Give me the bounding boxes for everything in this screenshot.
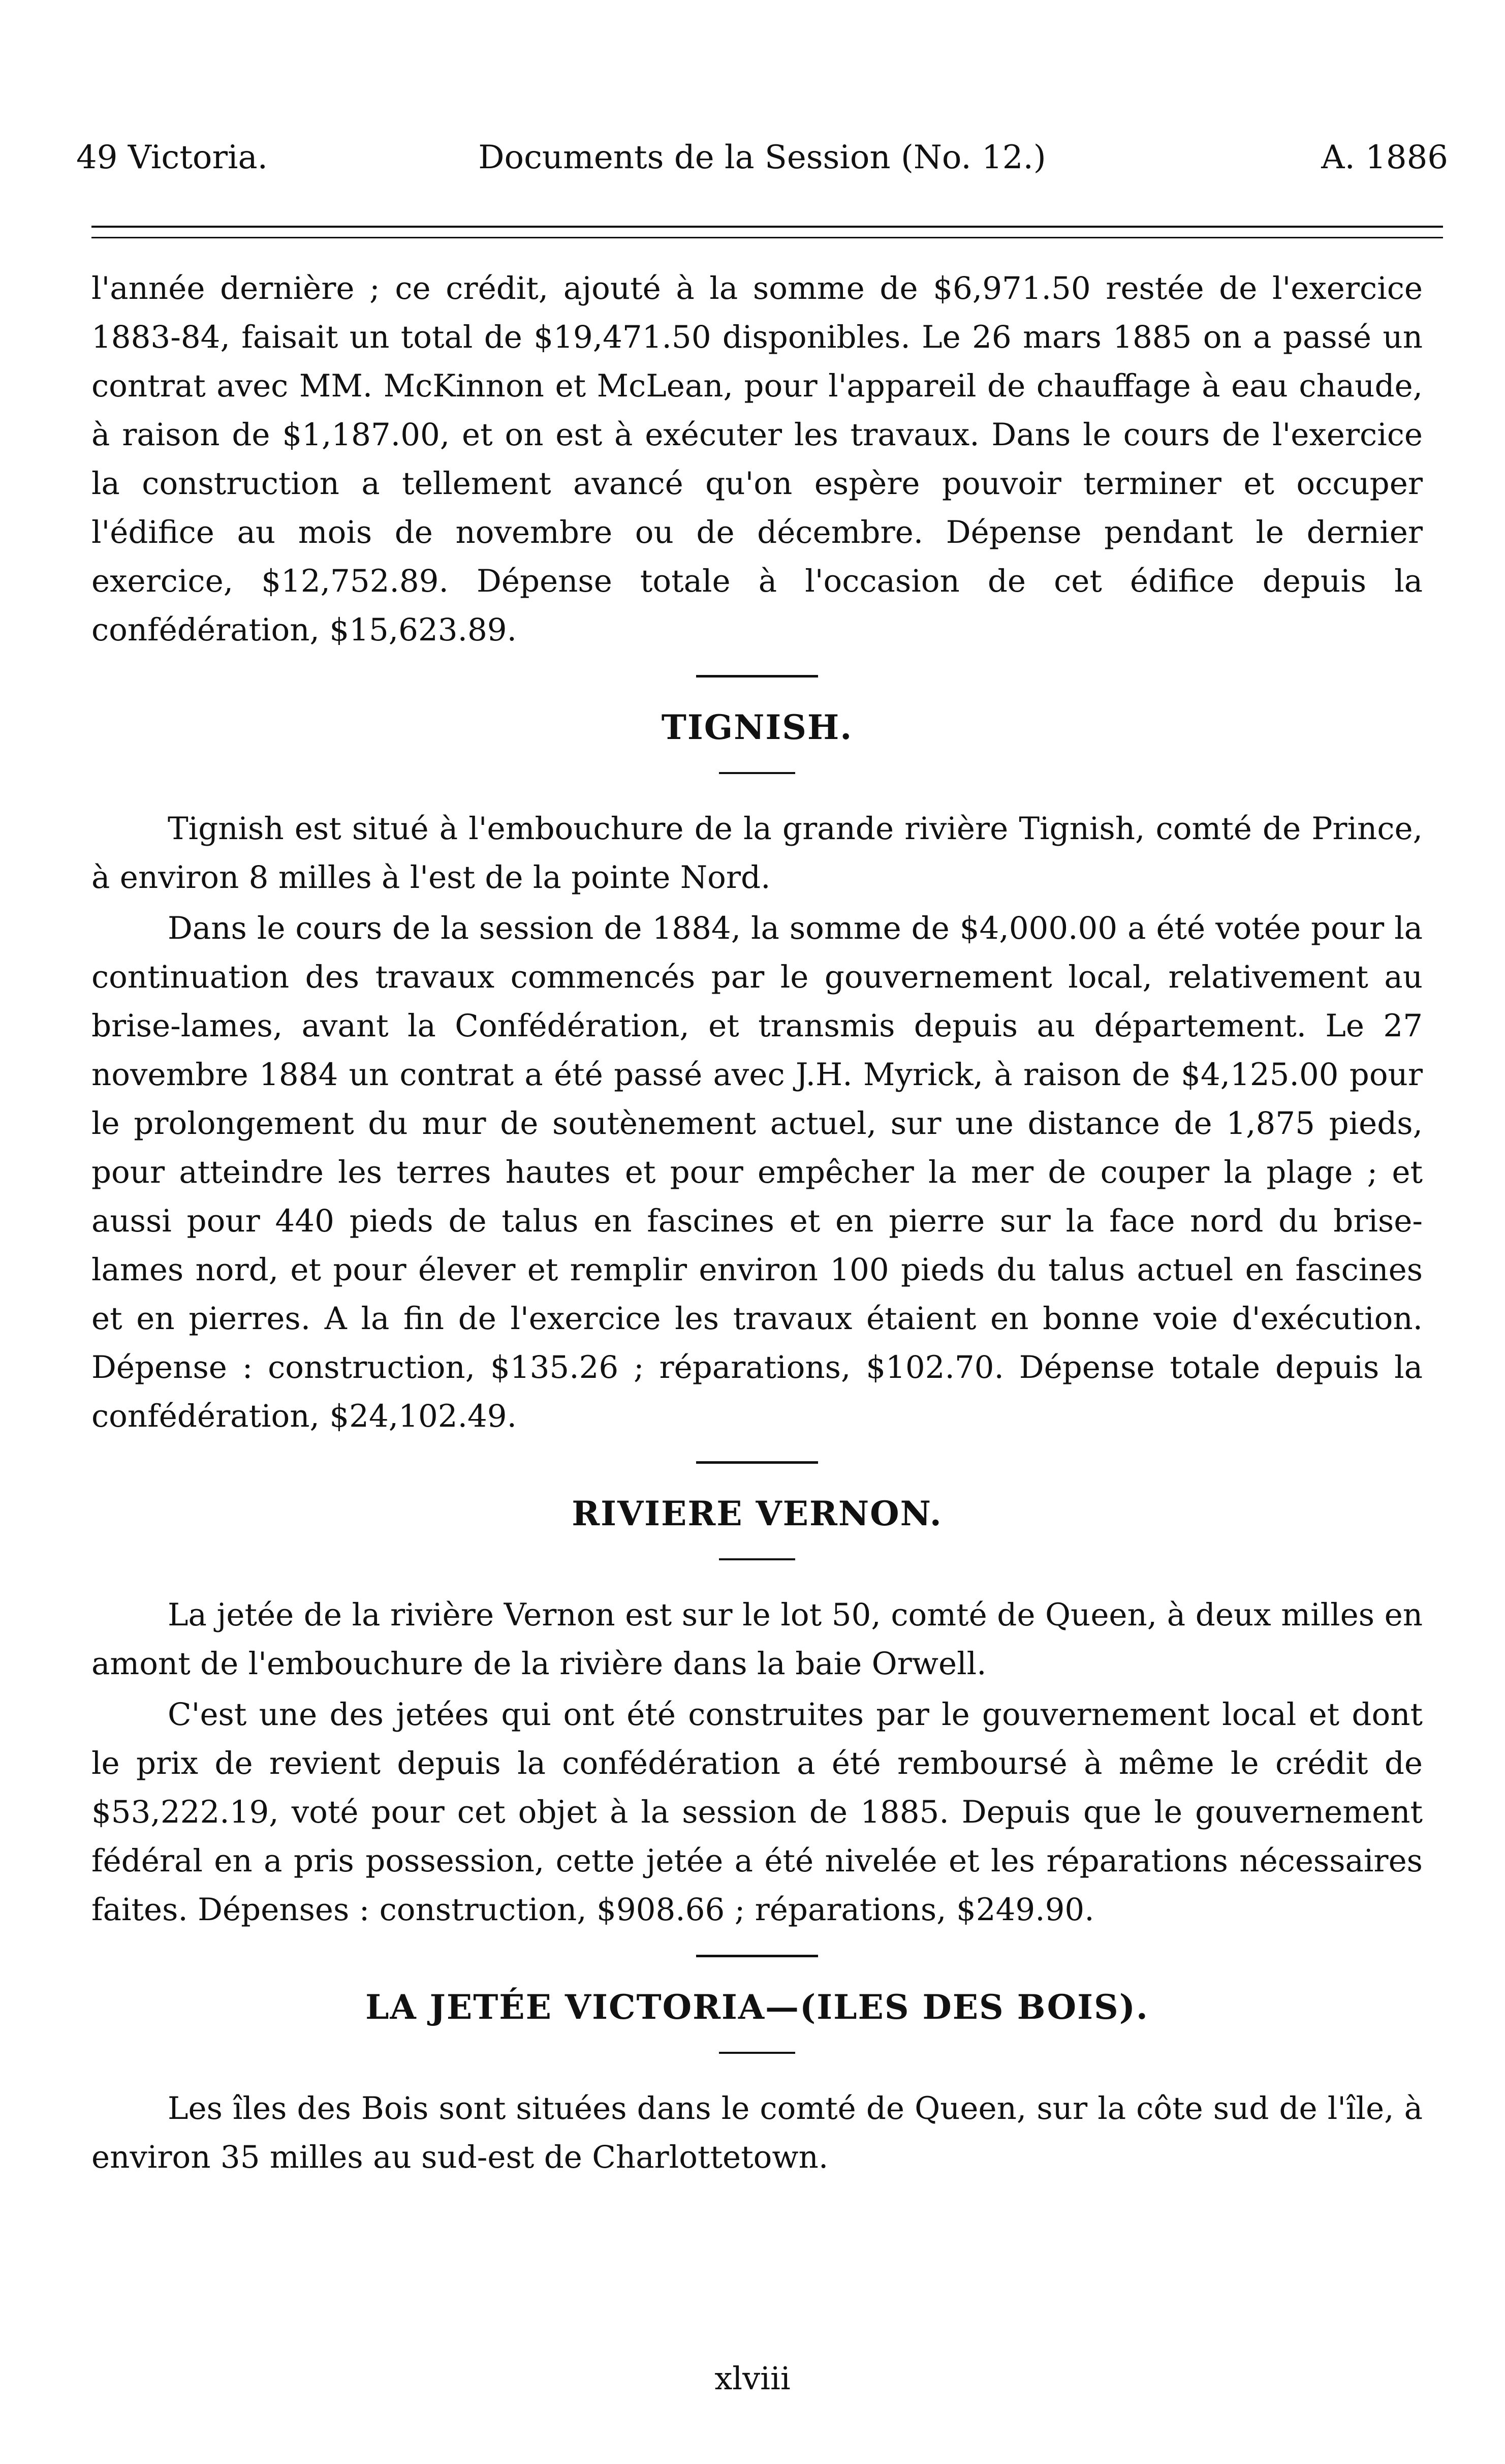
page-number: xlviii xyxy=(714,2360,791,2397)
vernon-heading: RIVIERE VERNON. xyxy=(572,1494,943,1533)
document-body xyxy=(91,264,1423,2184)
tignish-heading: TIGNISH. xyxy=(661,707,853,747)
header-volume: 49 Victoria. xyxy=(76,139,268,176)
tignish-paragraph-2: Dans le cours de la session de 1884, la somme de $4,000.00 a été votée pour la continuation des travaux commencés par le gouvernement local, relativement au brise-lames, avant la Confédération, et transmis depuis au département. Le 27 novembre 1884 un contrat a été passé avec J.H. Myrick, à raison de $4,125.00 pour le prolongement du mur de soutènement actuel, sur une distance de 1,875 pieds, pour atteindre les terres hautes et pour empêcher la mer de couper la plage ; et aussi pour 440 pieds de talus en fascines et en pierre sur la face nord du brise-lames nord, et pour élever et remplir environ 100 pieds du talus actuel en fascines et en pierres. A la fin de l'exercice les travaux étaient en bonne voie d'exécution. Dépense : construction, $135.26 ; réparations, $102.70. Dépense totale depuis la confédération, $24,102.49. xyxy=(91,910,1423,1434)
vernon-paragraph-2: C'est une des jetées qui ont été construites par le gouvernement local et dont le prix de revient depuis la confédération a été remboursé à même le crédit de $53,222.19, voté pour cet objet à la session de 1885. Depuis que le gouvernement fédéral en a pris possession, cette jetée a été nivelée et les réparations nécessaires faites. Dépenses : construction, $908.66 ; réparations, $249.90. xyxy=(91,1697,1423,1928)
header-year: A. 1886 xyxy=(1321,139,1448,176)
heading-separator xyxy=(719,2052,795,2054)
vernon-paragraph-1: La jetée de la rivière Vernon est sur le lot 50, comté de Queen, à deux milles en amont de l'embouchure de la rivière dans la baie Orwell. xyxy=(91,1597,1423,1682)
section-separator xyxy=(696,675,818,677)
header-title: Documents de la Session (No. 12.) xyxy=(478,139,1046,176)
header-rule xyxy=(91,226,1443,238)
victoria-paragraph-1: Les îles des Bois sont situées dans le comté de Queen, sur la côte sud de l'île, à environ 35 milles au sud-est de Charlottetown. xyxy=(91,2090,1423,2175)
heading-separator xyxy=(719,772,795,774)
section-separator xyxy=(696,1955,818,1957)
running-header xyxy=(76,137,1448,178)
heading-separator xyxy=(719,1558,795,1560)
section-separator xyxy=(696,1461,818,1464)
intro-paragraph: l'année dernière ; ce crédit, ajouté à la somme de $6,971.50 restée de l'exercice 1883-84, faisait un total de $19,471.50 disponibles. Le 26 mars 1885 on a passé un contrat avec MM. McKinnon et McLean, pour l'appareil de chauffage à eau chaude, à raison de $1,187.00, et on est à exécuter les travaux. Dans le cours de l'exercice la construction a tellement avancé qu'on espère pouvoir terminer et occuper l'édifice au mois de novembre ou de décembre. Dépense pendant le dernier exercice, $12,752.89. Dépense totale à l'occasion de cet édifice depuis la confédération, $15,623.89. xyxy=(91,270,1423,648)
victoria-heading: LA JETÉE VICTORIA—(ILES DES BOIS). xyxy=(365,1987,1149,2027)
tignish-paragraph-1: Tignish est situé à l'embouchure de la grande rivière Tignish, comté de Prince, à environ 8 milles à l'est de la pointe Nord. xyxy=(91,811,1423,896)
